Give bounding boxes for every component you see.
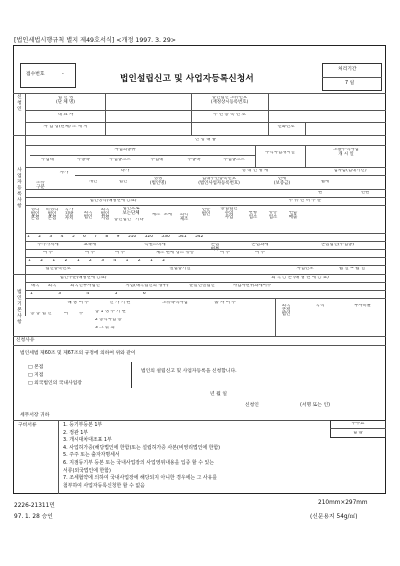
rent-header: 임차금(임대기간)	[333, 169, 367, 173]
corp-section-label: 법인기본사항	[17, 290, 22, 325]
receipt-value: -	[62, 72, 64, 77]
corp-kind-col-3: 외국 법인	[83, 211, 93, 220]
corp-kind-sub-0: 승인법인	[114, 218, 131, 222]
footer-code: 2226-21311민	[14, 503, 55, 509]
lease-label-corp: 법인	[118, 180, 128, 184]
footer-size: 210mm×297mm	[318, 500, 368, 506]
corp-kind-col-7: 도매	[163, 213, 173, 217]
gong-label: 공 공 법 인	[30, 312, 52, 316]
corp-kind-col-13: 현금 매출	[288, 211, 298, 220]
document-item: 7. 조세협약에 의하여 국내사업장에 해당되지 아니한 경우에는 그 사유를	[63, 475, 218, 482]
gong-sub-1: 인 가 기 관	[109, 301, 131, 305]
document-item: 서류(외국법인에 한함)	[63, 467, 111, 474]
extra-header-hq: 본점 여부	[210, 243, 220, 252]
workers-label: 고용주직사업 개 시 일	[333, 148, 359, 157]
corp-kind-col-unit: 사업자단위과세여부	[232, 284, 272, 288]
declaration-date: 년 월 일	[210, 392, 227, 397]
gong-option-2: 3 그 밖 의	[95, 326, 115, 330]
corp-kind-numbers: 1 2 3 4 5 6 7 8 9 510 520 530 541 542	[27, 235, 204, 239]
footer-paper: (신문용지 54g/㎡)	[310, 514, 358, 520]
declaration-applicant: 신청인	[245, 403, 259, 408]
corp-kind-col-5: 법인으로 보는단체	[122, 207, 140, 216]
applicant-section-label: 신청인	[17, 95, 22, 112]
corp-kind-col-domestic: 내국	[30, 284, 40, 288]
extra-yesno-0: 여 부	[43, 251, 53, 255]
corp-kind-sub-1: 기타	[135, 218, 144, 222]
corp-kind-col-branch: 지점(내국법인의 경우)	[125, 284, 169, 288]
corp-kind-col-12: 유흥 업소	[268, 211, 278, 220]
corp-kind-nums: 1 3 4 5 6	[30, 292, 146, 296]
corp-kind-col-10: 공업법인 수의 사업	[220, 207, 238, 221]
apply-reason-label: 신청사유	[16, 338, 35, 343]
option-foreign: □ 외국법인의 국내사업장	[28, 381, 82, 386]
corp-kind-col-4: 외국 법인 지점	[100, 208, 110, 222]
extra-yesno-5: 여 부	[255, 251, 265, 255]
lease-label-rrn: 임대주민등록번호 (법인사업자등록번호)	[198, 177, 240, 186]
corp-kind-col-split: 분할신설법인	[189, 284, 215, 288]
lease-label-name: 성명 (법인명)	[149, 177, 167, 186]
business-type-0: 주업태	[41, 158, 54, 162]
lease-label-individual: 개인	[88, 180, 98, 184]
extra-yesno-4: 여 부	[220, 251, 230, 255]
gong-sub-3: 출 자 여 부	[214, 301, 236, 305]
document-item: 1. 등기부등본 1부	[63, 422, 103, 428]
gong-yes: 여	[63, 312, 69, 316]
processing-value: 7 일	[345, 81, 355, 86]
extra-header-vat: 부가가치세	[37, 243, 59, 247]
applicant-corp-id-label: 승인법인 고유번호 (재정상시등록번호)	[210, 96, 249, 105]
foreign-corp-ratio: 투자비율	[354, 304, 371, 308]
applicant-rrn-label: 주 민 등 록 번 호	[213, 113, 246, 117]
receipt-label: 접수번호	[26, 72, 45, 77]
option-hq: □ 본점	[28, 365, 44, 370]
gong-sub-2: 고유목적사업	[162, 301, 188, 305]
corp-kind-col-0: 영리 법인 본점	[30, 208, 40, 222]
business-types-header: 사업의종류	[114, 148, 136, 152]
document-item: 3. 개시대차대조표 1부	[63, 437, 112, 444]
found-date-label: 설립등기일	[169, 267, 191, 271]
extra-header-special: 특별소비세	[144, 243, 166, 247]
applicant-rep-label: 대 표 자	[57, 113, 74, 117]
extra-header-hqtax: 본점과세	[251, 243, 269, 247]
form-title: 법인설립신고 및 사업자등록신청서	[120, 74, 254, 84]
unit-cheonwon: 천원	[360, 191, 370, 195]
addressee: 세무서장 귀하	[20, 413, 50, 418]
foreign-corp-label: 외국 국적 법인	[281, 304, 291, 318]
corp-kind-header2: 법인구분(해당란에 ○표)	[59, 276, 107, 280]
extra-yesno-2: 여 부	[115, 251, 125, 255]
corp-kind-header: 법인성격(해당란에 ○표)	[89, 199, 137, 203]
corp-kind-col-2: 국가 지방 자치	[64, 208, 74, 222]
corp-kind-col-6: 제조	[151, 213, 161, 217]
declaration-sign: (서명 또는 인)	[300, 403, 330, 408]
ownership-header: 소유 구분	[36, 181, 45, 190]
corp-kind-col-1: 비영리 법인 본점	[45, 208, 59, 222]
document-item: 5. 주주 또는 출자자명세서	[63, 452, 120, 459]
lease-header: 성 대 인 명 세	[241, 169, 269, 173]
fee-value: 없 음	[353, 431, 363, 435]
business-section-label: 사업자등록사항	[17, 168, 22, 209]
business-type-1: 주종목	[77, 158, 90, 162]
hq-corp-label: 본점법인(주업종)	[320, 243, 355, 247]
extra-yesno-3: 제조 판매 장소 유흥	[155, 251, 195, 255]
business-type-4: 부종목	[187, 158, 201, 162]
business-type-2: 주업종코드	[109, 158, 131, 162]
documents-label: 구비서류	[18, 423, 37, 428]
document-item: 첨부하여 사업자등록신청한 할 수 없음	[63, 482, 145, 489]
import-goods-label: 수익사업개시일	[265, 151, 295, 155]
business-type-3: 부업태	[150, 158, 164, 162]
gong-sub-0: 해 당 여 부	[67, 301, 89, 305]
document-item: 4. 사업허가증(해당법인에 한함)또는 설립허가증 사본(비영리법인에 한함)	[63, 444, 221, 451]
business-content-header: 신 청 내 용	[194, 138, 217, 142]
extra-header-edu: 교육세	[83, 243, 97, 247]
foreign-header: 외 국 ○ 본 (해 당 란 에 ○ 표)	[271, 276, 329, 280]
processing-label: 처리기간	[338, 67, 357, 72]
corp-kind-col-11: 관광 업소	[248, 211, 258, 220]
corp-reg-label: 법인등록번호	[45, 267, 71, 271]
month-day-range: 월 일 ~ 월 일	[338, 267, 366, 271]
applicant-corp-name-label: 법 인 명 (단 체 명)	[56, 96, 75, 105]
option-branch: □ 지점	[28, 373, 44, 378]
extra-yesno-1: 여 부	[85, 251, 95, 255]
document-item: 6. 지점등기부 등본 또는 국내사업장의 사업영위내용을 입증 할 수 있는	[63, 459, 214, 466]
declaration-tail: 법인의 설립신고 및 사업자등록을 신청합니다.	[141, 369, 237, 374]
corp-kind-col-8: 의약 제조	[179, 213, 189, 222]
foreign-corp-nationality: 국적	[315, 304, 325, 308]
extra-nums: 1 2 1 2 1 2 3 4 1 2 1 2	[28, 259, 166, 263]
document-item: 2. 정관 1부	[63, 429, 89, 436]
fee-label: 수수료	[351, 422, 365, 426]
applicant-phone-label: 전화번호	[277, 125, 295, 129]
ownership-self: 자가	[59, 171, 69, 175]
applicant-address-label: 사 업 장(단체) 소 재 지	[43, 125, 88, 129]
corp-kind-col-fdi: 외국인투자법인	[70, 284, 100, 288]
gong-option-0: 공 1 정 부 기 관	[95, 310, 126, 314]
unit-won: 원	[317, 191, 323, 195]
major-header: 주 유 면 허 구 분	[288, 199, 322, 203]
ownership-other: 타가	[120, 169, 130, 173]
lease-label-jeonse: 전세 (보증금)	[273, 177, 291, 186]
gong-no: 부	[78, 312, 84, 316]
form-ref-header: [법인세법시행규칙 별지 제49호서식] <개정 1997. 3. 29>	[14, 37, 176, 44]
open-date-label: 사업년도	[296, 267, 314, 271]
footer-date: 97. 1. 28 승인	[14, 514, 53, 520]
gong-option-1: 2 공익사업 등	[95, 318, 122, 322]
lease-label-wolse: 월세	[320, 180, 330, 184]
corp-kind-col-9: 전문 법인	[201, 208, 211, 217]
business-type-5: 부업종코드	[223, 158, 245, 162]
corp-kind-col-foreign: 외국	[47, 284, 57, 288]
documents-list	[63, 422, 220, 490]
declaration-line: 법인세법 제60조 및 제67조의 규정에 의하여 위와 같이	[20, 351, 136, 356]
